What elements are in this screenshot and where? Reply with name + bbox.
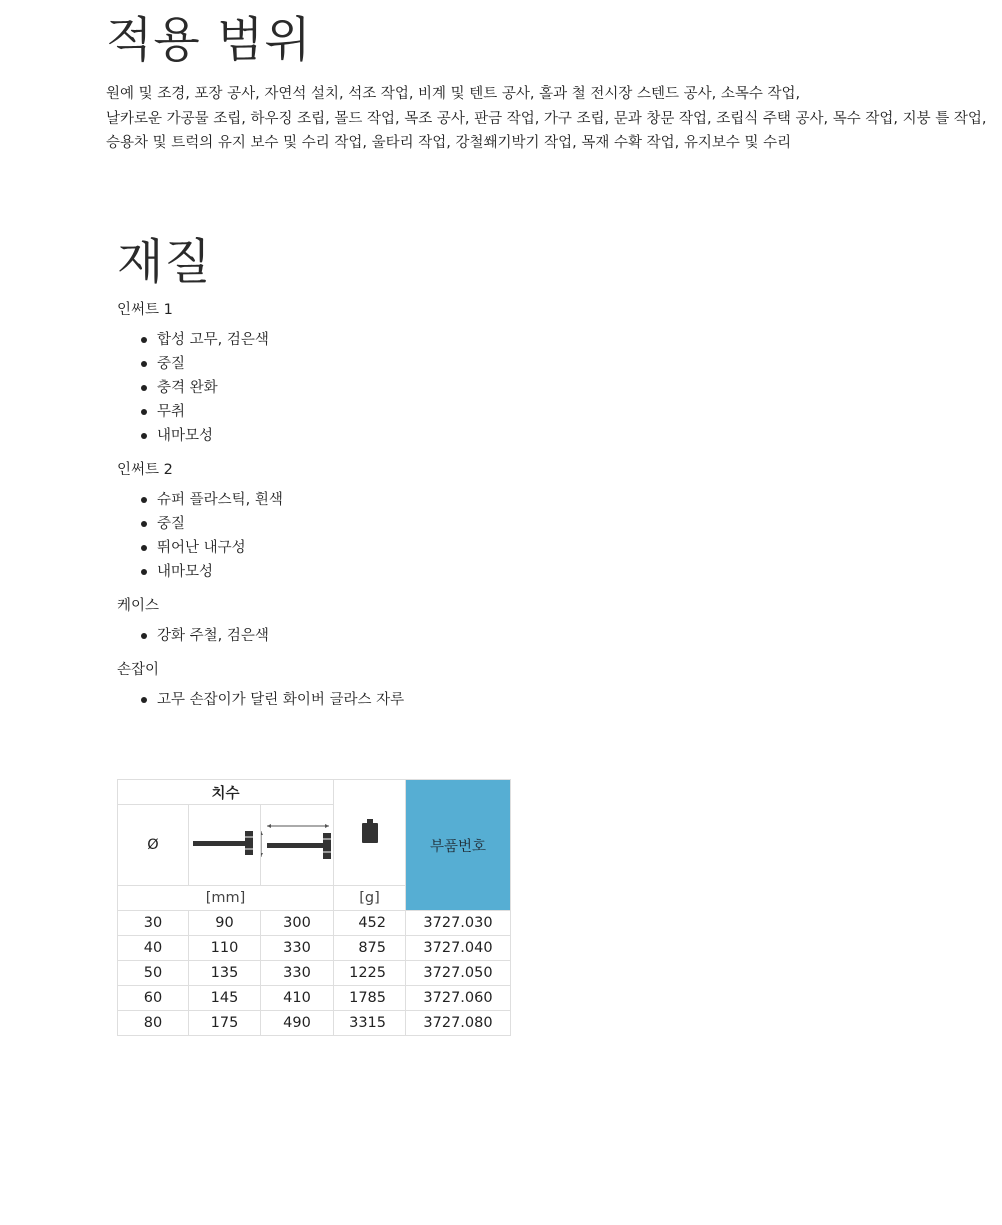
spec-table xyxy=(117,779,511,1036)
table-row xyxy=(118,986,511,1011)
insert1-label: 인써트 1 xyxy=(117,302,173,318)
list-item: 뛰어난 내구성 xyxy=(157,536,977,560)
list-item: 강화 주철, 검은색 xyxy=(157,624,977,648)
cell-head: 175 xyxy=(189,1011,261,1036)
cell-part-number: 3727.050 xyxy=(406,961,511,986)
table-row xyxy=(118,961,511,986)
diameter-symbol: Ø xyxy=(118,805,189,886)
weight-header xyxy=(334,780,406,886)
table-row xyxy=(118,936,511,961)
cell-weight: 1225 xyxy=(334,961,406,986)
case-label: 케이스 xyxy=(117,598,160,614)
head-length-icon xyxy=(193,823,257,863)
scope-line: 승용차 및 트럭의 유지 보수 및 수리 작업, 울타리 작업, 강철쐐기박기 작업, 목재 수확 작업, 유지보수 및 수리 xyxy=(106,135,792,151)
table-row xyxy=(118,1011,511,1036)
cell-head: 110 xyxy=(189,936,261,961)
list-item: 내마모성 xyxy=(157,560,977,584)
insert2-list xyxy=(117,488,977,584)
dimensions-header: 치수 xyxy=(118,780,334,805)
cell-part-number: 3727.060 xyxy=(406,986,511,1011)
application-scope-section xyxy=(106,10,986,156)
cell-weight: 875 xyxy=(334,936,406,961)
cell-weight: 452 xyxy=(334,911,406,936)
list-item: 합성 고무, 검은색 xyxy=(157,328,977,352)
handle-length-icon xyxy=(261,821,333,865)
cell-weight: 3315 xyxy=(334,1011,406,1036)
insert2-label: 인써트 2 xyxy=(117,462,173,478)
handle-label: 손잡이 xyxy=(117,662,160,678)
cell-diameter: 30 xyxy=(118,911,189,936)
cell-diameter: 50 xyxy=(118,961,189,986)
cell-part-number: 3727.080 xyxy=(406,1011,511,1036)
application-scope-title: 적용 범위 xyxy=(106,12,312,68)
material-title: 재질 xyxy=(117,234,212,290)
cell-diameter: 60 xyxy=(118,986,189,1011)
cell-length: 490 xyxy=(261,1011,334,1036)
material-section xyxy=(117,232,977,712)
cell-length: 410 xyxy=(261,986,334,1011)
list-item: 충격 완화 xyxy=(157,376,977,400)
insert1-list xyxy=(117,328,977,448)
part-number-header: 부품번호 xyxy=(406,780,511,911)
scope-line: 원예 및 조경, 포장 공사, 자연석 설치, 석조 작업, 비계 및 텐트 공사, 홀과 철 전시장 스텐드 공사, 소목수 작업, xyxy=(106,86,801,102)
list-item: 슈퍼 플라스틱, 흰색 xyxy=(157,488,977,512)
unit-g: [g] xyxy=(334,886,406,911)
handle-list xyxy=(117,688,977,712)
case-list xyxy=(117,624,977,648)
cell-length: 330 xyxy=(261,961,334,986)
handle-length-header xyxy=(261,805,334,886)
cell-head: 145 xyxy=(189,986,261,1011)
application-scope-text xyxy=(106,82,986,156)
table-row xyxy=(118,911,511,936)
cell-part-number: 3727.030 xyxy=(406,911,511,936)
list-item: 내마모성 xyxy=(157,424,977,448)
cell-head: 90 xyxy=(189,911,261,936)
cell-weight: 1785 xyxy=(334,986,406,1011)
weight-icon xyxy=(361,817,379,845)
cell-length: 330 xyxy=(261,936,334,961)
unit-mm: [mm] xyxy=(118,886,334,911)
list-item: 무취 xyxy=(157,400,977,424)
scope-line: 날카로운 가공물 조립, 하우징 조립, 몰드 작업, 목조 공사, 판금 작업, 가구 조립, 문과 창문 작업, 조립식 주택 공사, 목수 작업, 지붕 틀 작업, xyxy=(106,110,987,127)
cell-head: 135 xyxy=(189,961,261,986)
cell-diameter: 80 xyxy=(118,1011,189,1036)
cell-part-number: 3727.040 xyxy=(406,936,511,961)
head-length-header xyxy=(189,805,261,886)
list-item: 중질 xyxy=(157,352,977,376)
cell-diameter: 40 xyxy=(118,936,189,961)
cell-length: 300 xyxy=(261,911,334,936)
list-item: 고무 손잡이가 달린 화이버 글라스 자루 xyxy=(157,688,977,712)
list-item: 중질 xyxy=(157,512,977,536)
